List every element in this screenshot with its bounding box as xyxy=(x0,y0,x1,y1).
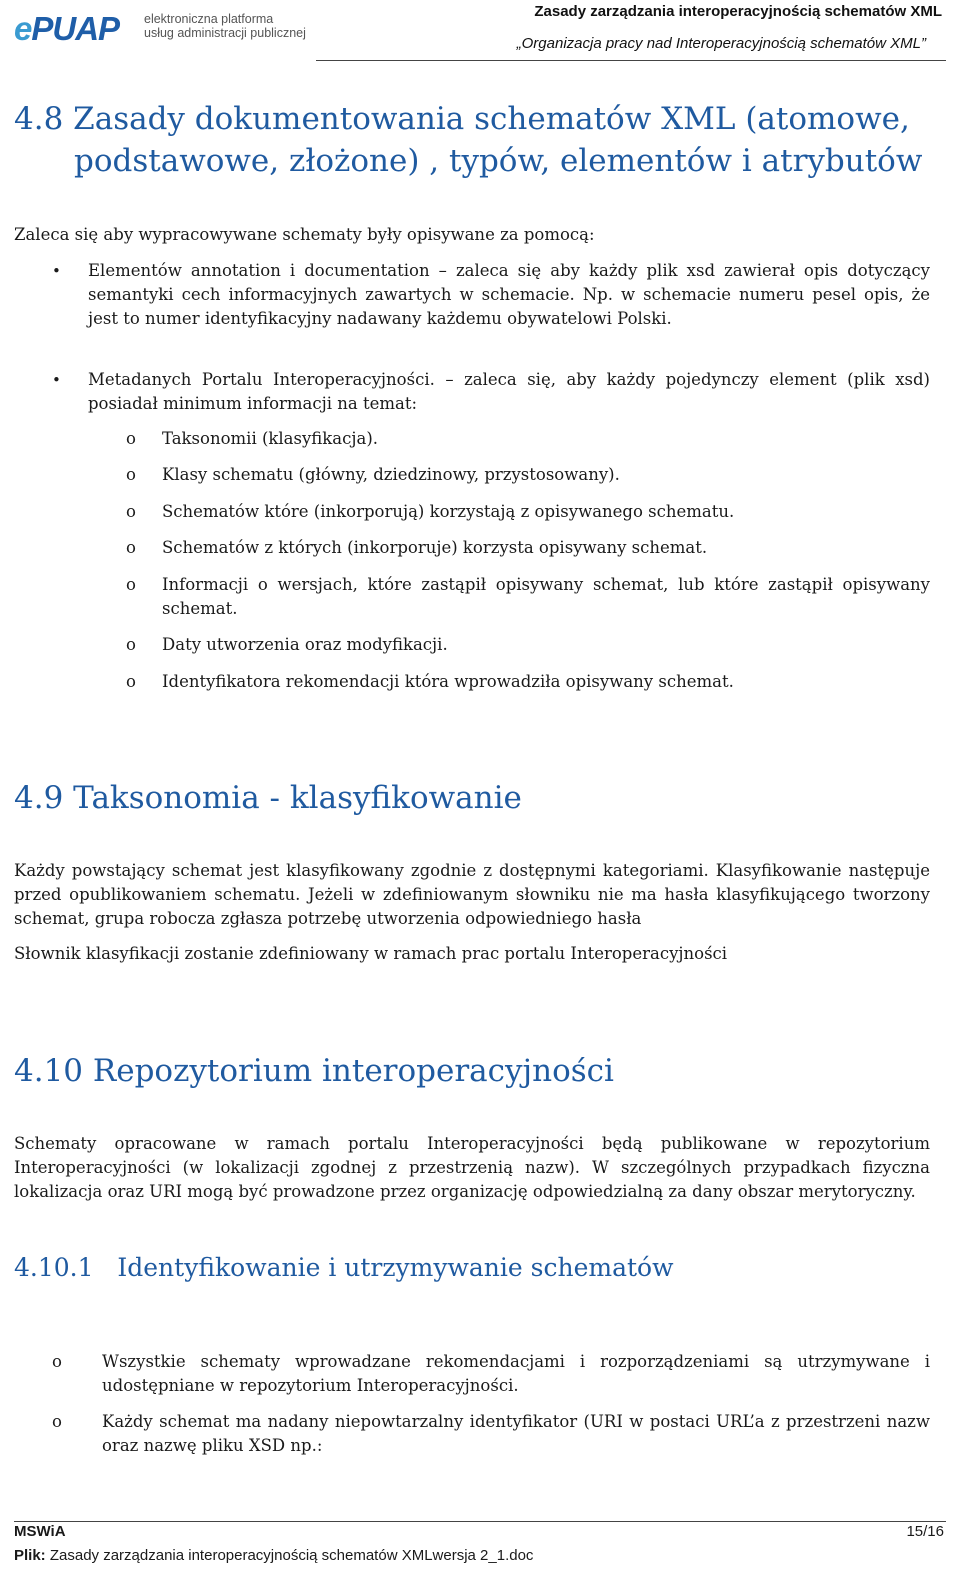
list-item: Schematów które (inkorporują) korzystają z opisywanego schematu. xyxy=(162,502,735,521)
section-4-10-heading: 4.10 Repozytorium interoperacyjności xyxy=(14,1053,614,1089)
sub-bullet-marker: o xyxy=(126,575,136,594)
page-number: 15/16 xyxy=(906,1523,944,1540)
sub-bullet-marker: o xyxy=(126,429,136,448)
header-divider xyxy=(316,60,946,61)
page-header xyxy=(0,0,960,62)
section-4-8-heading: 4.8 Zasady dokumentowania schematów XML (atomowe, xyxy=(14,101,910,137)
logo-text: elektroniczna platforma usług administracji publicznej xyxy=(144,12,306,40)
sub-bullet-marker: o xyxy=(126,635,136,654)
epuap-logo xyxy=(14,6,314,52)
sub-bullet-marker: o xyxy=(126,672,136,691)
sub-bullet-marker: o xyxy=(126,538,136,557)
sub-bullet-marker: o xyxy=(126,502,136,521)
list-item: Wszystkie schematy wprowadzane rekomendacjami i rozporządzeniami są utrzymywane i udostępniane w repozytorium Interoperacyjności. xyxy=(102,1352,930,1395)
list-item: Schematów z których (inkorporuje) korzysta opisywany schemat. xyxy=(162,538,708,557)
footer-divider xyxy=(14,1521,946,1522)
list-item: Taksonomii (klasyfikacja). xyxy=(162,429,379,448)
bullet-marker: • xyxy=(52,371,61,389)
list-item: Identyfikatora rekomendacji która wprowadziła opisywany schemat. xyxy=(162,672,734,691)
footer-file-name: Plik: Zasady zarządzania interoperacyjnością schematów XMLwersja 2_1.doc xyxy=(14,1547,534,1564)
footer-organization: MSWiA xyxy=(14,1523,66,1540)
section-4-9-paragraph-2: Słownik klasyfikacji zostanie zdefiniowany w ramach prac portalu Interoperacyjności xyxy=(14,944,728,963)
list-item: Klasy schematu (główny, dziedzinowy, przystosowany). xyxy=(162,465,620,484)
section-4-8-heading-cont: podstawowe, złożone) , typów, elementów i atrybutów xyxy=(74,143,923,179)
section-4-9-heading: 4.9 Taksonomia - klasyfikowanie xyxy=(14,780,522,816)
list-item: Informacji o wersjach, które zastąpił opisywany schemat, lub które zastąpił opisywany schemat. xyxy=(162,575,930,618)
section-4-8-intro: Zaleca się aby wypracowywane schematy były opisywane za pomocą: xyxy=(14,225,595,244)
sub-bullet-marker: o xyxy=(52,1352,62,1371)
list-item: Daty utworzenia oraz modyfikacji. xyxy=(162,635,448,654)
document-subtitle: „Organizacja pracy nad Interoperacyjnością schematów XML” xyxy=(516,35,926,52)
document-title: Zasady zarządzania interoperacyjnością schematów XML xyxy=(534,3,942,20)
section-4-10-1-heading: 4.10.1 Identyfikowanie i utrzymywanie schematów xyxy=(14,1253,674,1282)
section-4-10-paragraph: Schematy opracowane w ramach portalu Interoperacyjności będą publikowane w repozytorium Interoperacyjności (w lokalizacji zgodnej z przestrzenią nazw). W szczególnych przypadkach fizyczna lokalizacja oraz URI mogą być prowadzone przez organizację odpowiedzialną za dany obszar merytoryczny. xyxy=(14,1134,930,1201)
bullet-marker: • xyxy=(52,262,61,280)
sub-bullet-marker: o xyxy=(52,1412,62,1431)
list-item: Każdy schemat ma nadany niepowtarzalny identyfikator (URI w postaci URL’a z przestrzeni nazw oraz nazwę pliku XSD np.: xyxy=(102,1412,930,1455)
section-4-9-paragraph: Każdy powstający schemat jest klasyfikowany zgodnie z dostępnymi kategoriami. Klasyfikowanie następuje przed opublikowaniem schematu. Jeżeli w zdefiniowanym słowniku nie ma hasła klasyfikującego tworzony schemat, grupa robocza zgłasza potrzebę utworzenia odpowiedniego hasła xyxy=(14,861,930,928)
list-item: Metadanych Portalu Interoperacyjności. – zaleca się, aby każdy pojedynczy element (plik xsd) posiadał minimum informacji na temat: xyxy=(88,370,930,413)
logo-mark: ePUAP xyxy=(14,10,120,47)
list-item: Elementów annotation i documentation – zaleca się aby każdy plik xsd zawierał opis dotyczący semantyki cech informacyjnych zawartych w schemacie. Np. w schemacie numeru pesel opis, że jest to numer identyfikacyjny nadawany każdemu obywatelowi Polski. xyxy=(88,261,930,328)
sub-bullet-marker: o xyxy=(126,465,136,484)
